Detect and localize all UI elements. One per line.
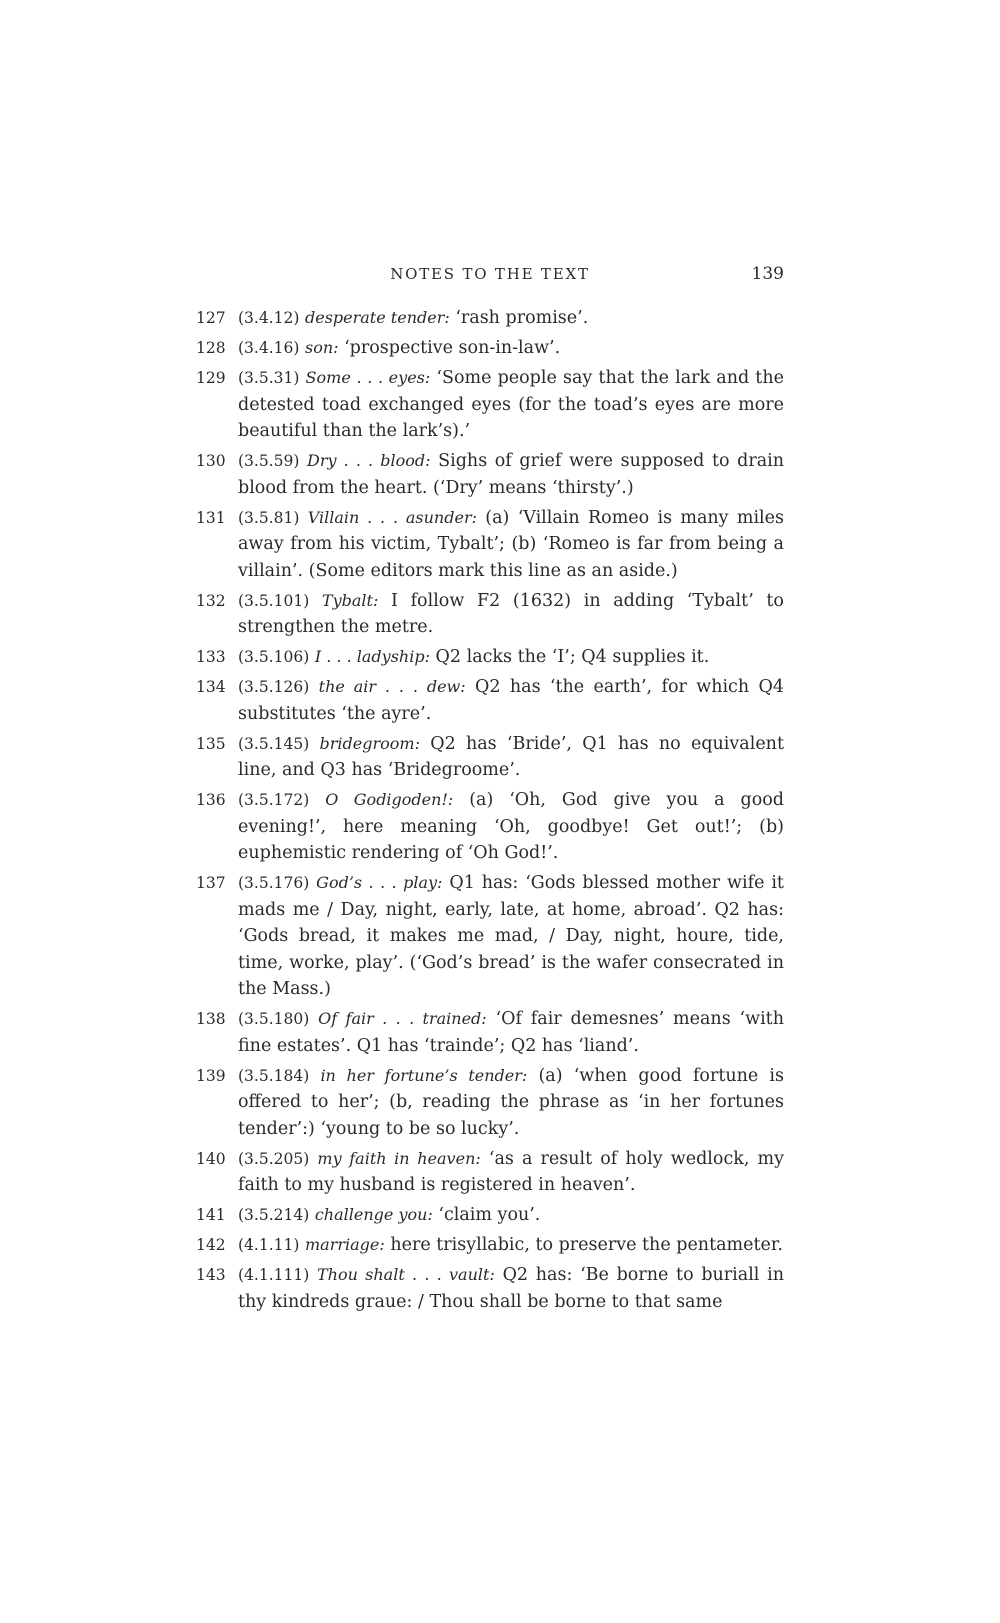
note-reference: (3.5.172)	[238, 791, 310, 809]
note-lemma: Thou shalt . . . vault:	[317, 1265, 495, 1284]
note-text: (a) ‘when good fortune is offered to her’; (b, reading the phrase as ‘in her fortunes tender’:) ‘young to be so lucky’.	[238, 1065, 784, 1139]
note-reference: (3.5.81)	[238, 508, 300, 527]
note-reference: (3.5.176)	[238, 874, 310, 892]
note-143	[196, 1262, 784, 1315]
note-reference: (4.1.11)	[238, 1236, 300, 1254]
note-number: 138	[196, 1010, 226, 1028]
note-number: 132	[196, 591, 226, 610]
note-number: 131	[196, 508, 226, 527]
note-lemma: Dry . . . blood:	[307, 451, 431, 470]
note-130	[196, 448, 784, 501]
note-reference: (3.5.180)	[238, 1010, 310, 1028]
note-131	[196, 505, 784, 585]
note-lemma: desperate tender:	[304, 308, 450, 327]
note-reference: (3.5.106)	[238, 648, 310, 666]
note-lemma: Villain . . . asunder:	[307, 507, 477, 527]
note-lemma: challenge you:	[314, 1205, 433, 1224]
note-lemma: son:	[304, 338, 339, 357]
note-lemma: bridegroom:	[319, 733, 420, 753]
note-138	[196, 1006, 784, 1059]
note-text: ‘prospective son-in-law’.	[344, 338, 561, 358]
note-lemma: Of fair . . . trained:	[318, 1009, 487, 1028]
note-reference: (3.5.101)	[238, 591, 310, 610]
note-reference: (3.5.214)	[238, 1206, 310, 1224]
note-lemma: in her fortune’s tender:	[320, 1065, 528, 1085]
note-text: Q1 has: ‘Gods blessed mother wife it mads me / Day, night, early, late, at home, abroad’. Q2 has: ‘Gods bread, it makes me mad, / Day, night, houre, tide, time, worke, play’. (‘God’s bread’ is the wafer consecrated in the Mass.)	[238, 873, 784, 999]
note-reference: (3.5.205)	[238, 1149, 310, 1168]
note-text: ‘claim you’.	[438, 1205, 541, 1225]
note-129	[196, 365, 784, 445]
note-text: (a) ‘Villain Romeo is many miles away from his victim, Tybalt’; (b) ‘Romeo is far from being a villain’. (Some editors mark this line as an aside.)	[238, 507, 784, 581]
note-lemma: O Godigoden!:	[325, 790, 454, 809]
page-number: 139	[751, 264, 784, 284]
note-reference: (3.4.12)	[238, 309, 300, 327]
note-text: Q2 has: ‘Be borne to buriall in thy kindreds graue: / Thou shall be borne to that same	[238, 1265, 784, 1312]
note-134	[196, 674, 784, 727]
note-number: 140	[196, 1149, 226, 1168]
note-number: 141	[196, 1206, 226, 1224]
note-text: I follow F2 (1632) in adding ‘Tybalt’ to strengthen the metre.	[238, 590, 784, 637]
note-reference: (3.5.59)	[238, 452, 300, 470]
note-133	[196, 644, 784, 671]
note-reference: (3.4.16)	[238, 339, 300, 357]
note-number: 129	[196, 369, 226, 387]
note-text: Q2 has ‘the earth’, for which Q4 substitutes ‘the ayre’.	[238, 677, 784, 724]
note-lemma: Tybalt:	[321, 590, 379, 610]
note-text: (a) ‘Oh, God give you a good evening!’, here meaning ‘Oh, goodbye! Get out!’; (b) euphemistic rendering of ‘Oh God!’.	[238, 790, 784, 863]
note-text: Sighs of grief were supposed to drain blood from the heart. (‘Dry’ means ‘thirsty’.)	[238, 451, 784, 498]
note-141	[196, 1202, 784, 1229]
note-137	[196, 870, 784, 1003]
note-number: 127	[196, 309, 226, 327]
note-lemma: I . . . ladyship:	[314, 647, 430, 666]
note-number: 130	[196, 452, 226, 470]
note-number: 128	[196, 339, 226, 357]
note-text: ‘Some people say that the lark and the detested toad exchanged eyes (for the toad’s eyes are more beautiful than the lark’s).’	[238, 368, 784, 441]
note-number: 136	[196, 791, 226, 809]
note-lemma: my faith in heaven:	[317, 1148, 481, 1168]
note-140	[196, 1146, 784, 1199]
note-135	[196, 731, 784, 784]
note-number: 133	[196, 648, 226, 666]
note-lemma: the air . . . dew:	[318, 677, 466, 696]
note-reference: (3.5.184)	[238, 1066, 310, 1085]
note-text: ‘Of fair demesnes’ means ‘with fine estates’. Q1 has ‘trainde’; Q2 has ‘liand’.	[238, 1009, 784, 1056]
note-number: 143	[196, 1266, 226, 1284]
note-number: 134	[196, 678, 226, 696]
note-text: Q2 lacks the ‘I’; Q4 supplies it.	[435, 647, 710, 667]
note-136	[196, 787, 784, 867]
note-text: Q2 has ‘Bride’, Q1 has no equivalent line, and Q3 has ‘Bridegroome’.	[238, 733, 784, 780]
note-127	[196, 305, 784, 332]
note-139	[196, 1063, 784, 1143]
note-number: 135	[196, 734, 226, 753]
note-text: here trisyllabic, to preserve the pentameter.	[390, 1235, 783, 1255]
note-reference: (4.1.111)	[238, 1266, 310, 1284]
note-reference: (3.5.145)	[238, 734, 310, 753]
note-number: 137	[196, 874, 226, 892]
running-title: NOTES TO THE TEXT	[390, 265, 590, 283]
notes-list	[196, 305, 784, 1319]
note-128	[196, 335, 784, 362]
note-lemma: Some . . . eyes:	[305, 368, 431, 387]
note-text: ‘rash promise’.	[455, 308, 589, 328]
note-lemma: God’s . . . play:	[316, 873, 443, 892]
note-number: 142	[196, 1236, 226, 1254]
running-header	[196, 265, 784, 295]
note-lemma: marriage:	[304, 1235, 385, 1254]
note-reference: (3.5.126)	[238, 678, 310, 696]
note-text: ‘as a result of holy wedlock, my faith to my husband is registered in heaven’.	[238, 1148, 785, 1195]
note-reference: (3.5.31)	[238, 369, 300, 387]
note-number: 139	[196, 1066, 226, 1085]
note-132	[196, 588, 784, 641]
note-142	[196, 1232, 784, 1259]
